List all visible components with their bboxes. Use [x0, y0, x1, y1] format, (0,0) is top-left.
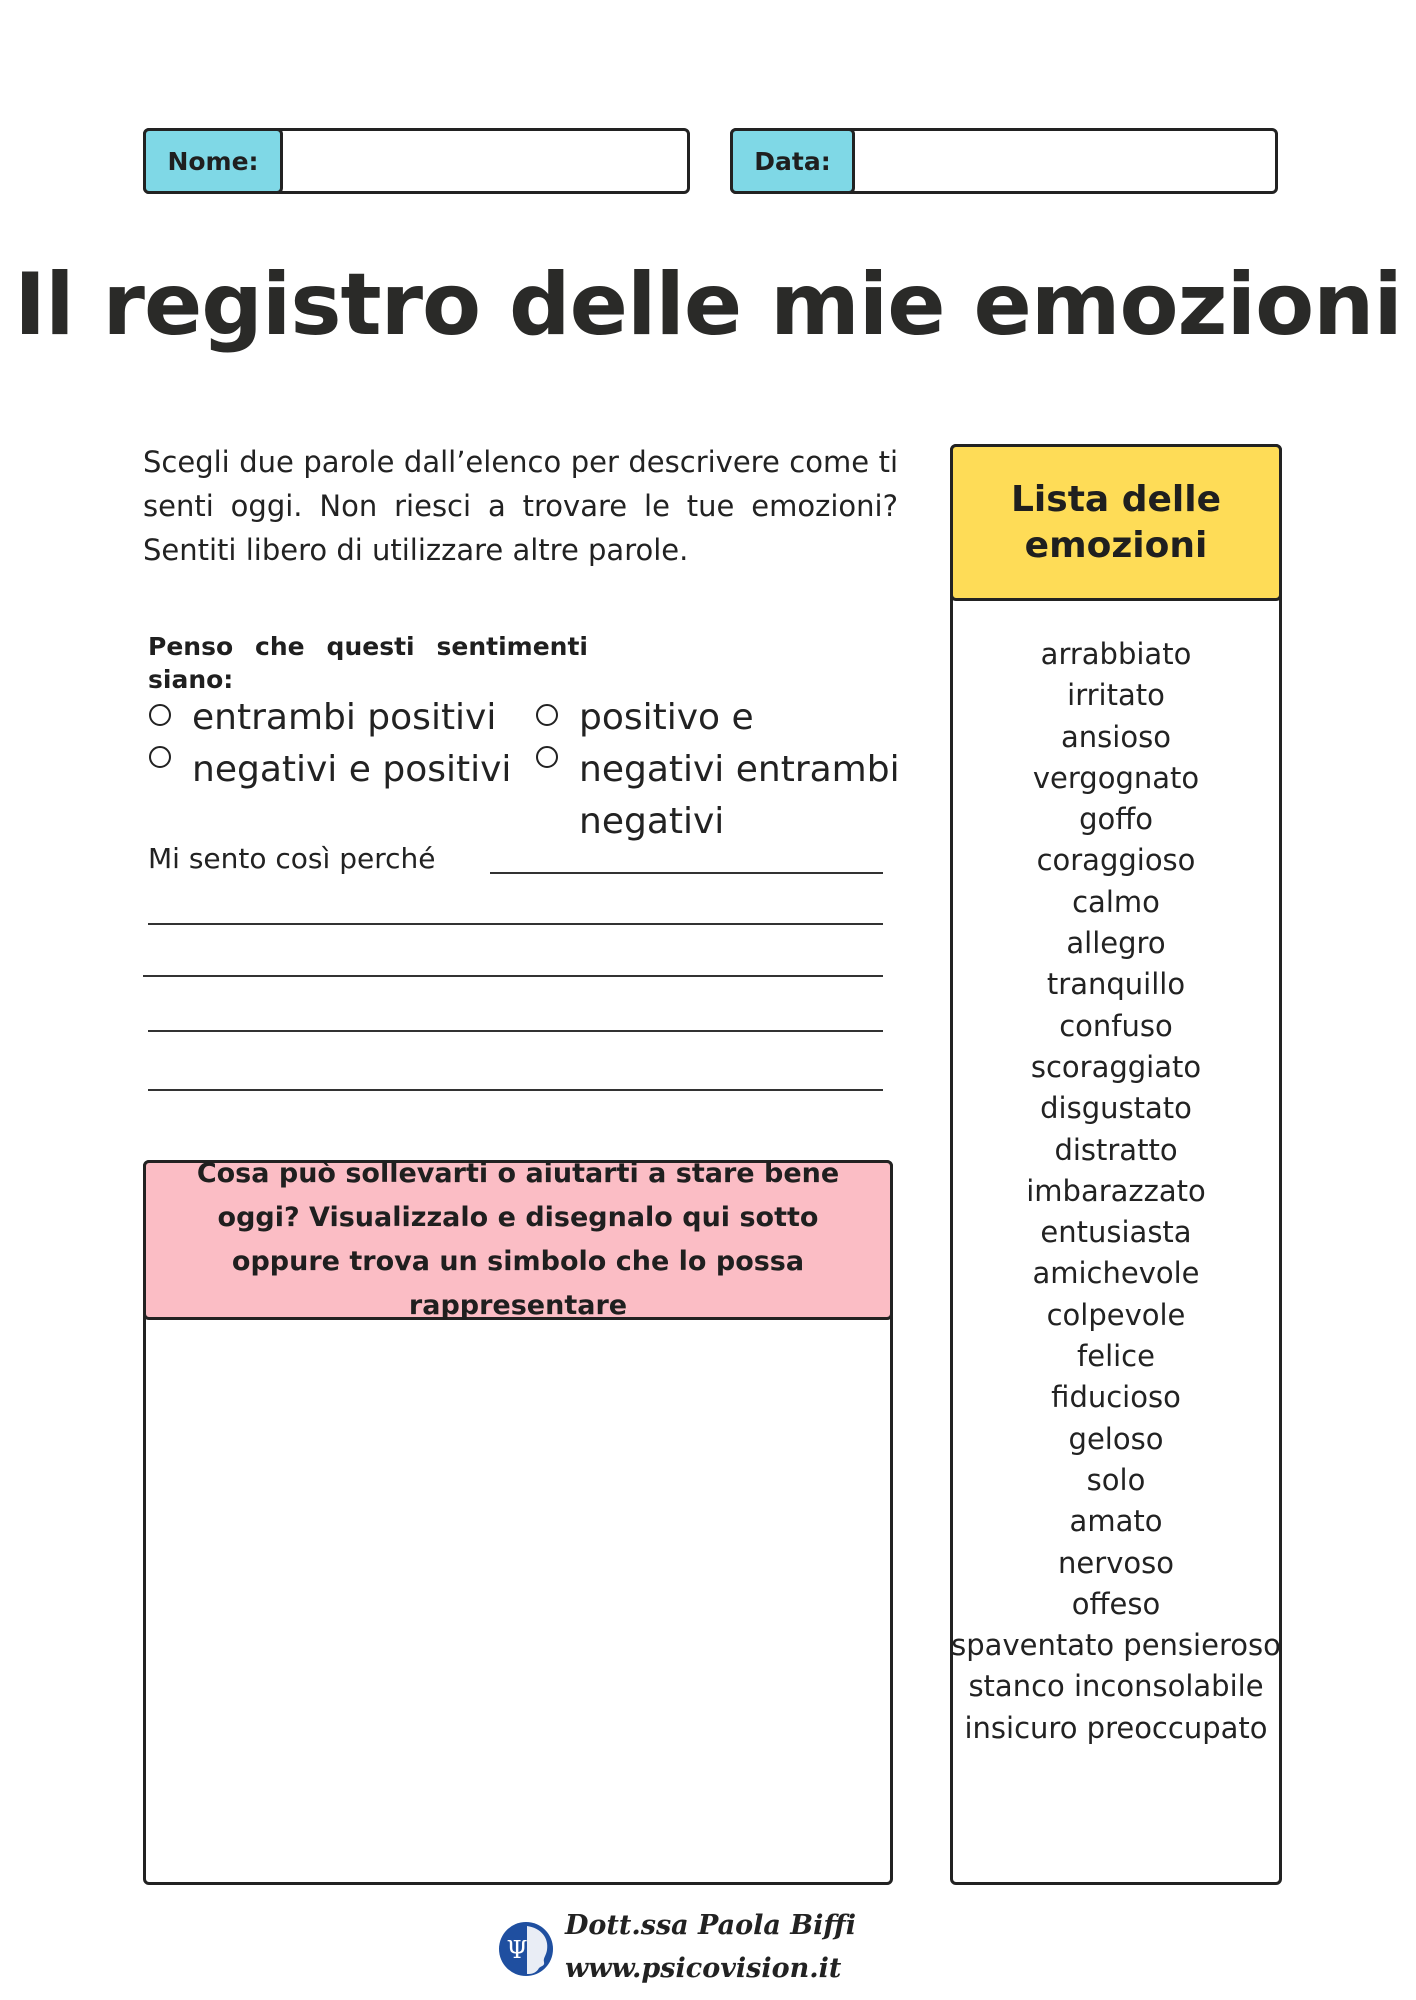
emotion-item: offeso	[1071, 1586, 1161, 1621]
emotion-item: colpevole	[1046, 1297, 1186, 1332]
emotion-item: vergognato	[1032, 760, 1200, 795]
option-label-3: positivo e	[579, 697, 754, 738]
psi-head-logo-icon	[497, 1920, 555, 1978]
feelings-prompt-cont: siano:	[148, 665, 234, 694]
emotion-item: stanco inconsolabile	[968, 1669, 1264, 1704]
page-title: Il registro delle mie emozioni	[14, 255, 1402, 355]
radio-option-1[interactable]	[149, 704, 171, 726]
footer-website[interactable]: www.psicovision.it	[565, 1953, 842, 1984]
emotion-item: distratto	[1054, 1132, 1178, 1167]
emotion-item: amichevole	[1032, 1256, 1200, 1291]
emotion-item: spaventato pensieroso	[951, 1628, 1281, 1663]
emotion-item: tranquillo	[1046, 967, 1186, 1002]
emotion-item: coraggioso	[1036, 843, 1196, 878]
emotion-item: imbarazzato	[1026, 1173, 1206, 1208]
emotion-item: felice	[1077, 1339, 1155, 1374]
emotion-item: fiducioso	[1051, 1380, 1181, 1415]
option-label-2: negativi e positivi	[192, 749, 512, 790]
radio-option-3[interactable]	[536, 704, 558, 726]
emotion-item: solo	[1086, 1462, 1146, 1497]
date-label: Data:	[730, 128, 855, 194]
radio-option-4[interactable]	[536, 746, 558, 768]
name-field[interactable]	[143, 128, 690, 194]
emotion-item: entusiasta	[1040, 1215, 1192, 1250]
footer-author: Dott.ssa Paola Biffi	[565, 1910, 856, 1941]
emotion-item: irritato	[1067, 678, 1165, 713]
feelings-prompt: Penso che questi sentimenti	[148, 632, 588, 661]
emotion-item: amato	[1069, 1504, 1163, 1539]
write-line-5[interactable]	[148, 1089, 883, 1091]
emotion-item: insicuro preoccupato	[964, 1710, 1268, 1745]
emotion-item: goffo	[1079, 802, 1153, 837]
date-field[interactable]	[730, 128, 1278, 194]
option-label-1: entrambi positivi	[192, 697, 497, 738]
svg-text:Ψ: Ψ	[506, 1936, 528, 1964]
help-question: Cosa può sollevarti o aiutarti a stare bene oggi? Visualizzalo e disegnalo qui sotto oppure trova un simbolo che lo possa rappresentare	[143, 1160, 893, 1320]
radio-option-2[interactable]	[149, 746, 171, 768]
emotion-item: confuso	[1059, 1008, 1173, 1043]
name-label: Nome:	[143, 128, 283, 194]
write-line-3[interactable]	[143, 975, 883, 977]
emotions-list-box	[950, 444, 1282, 1885]
because-label: Mi sento così perché	[148, 842, 436, 875]
intro-text: Scegli due parole dall’elenco per descrivere come ti senti oggi. Non riesci a trovare le tue emozioni? Sentiti libero di utilizzare altre parole.	[143, 445, 898, 567]
write-line-4[interactable]	[148, 1030, 883, 1032]
emotion-item: allegro	[1066, 926, 1166, 961]
drawing-box[interactable]	[143, 1160, 893, 1885]
emotion-item: scoraggiato	[1030, 1049, 1202, 1084]
write-line-1[interactable]	[490, 872, 883, 874]
list-title-line2: emozioni	[1024, 524, 1208, 566]
emotion-item: calmo	[1072, 884, 1160, 919]
emotion-item: disgustato	[1040, 1091, 1192, 1126]
option-label-4: negativi entrambi	[579, 749, 900, 790]
emotion-item: geloso	[1068, 1421, 1164, 1456]
emotions-list	[950, 634, 1282, 1749]
emotions-list-title	[950, 444, 1282, 601]
emotion-item: nervoso	[1058, 1545, 1174, 1580]
emotion-item: arrabbiato	[1040, 637, 1192, 671]
write-line-2[interactable]	[148, 923, 883, 925]
list-title-line1: Lista delle	[1010, 478, 1222, 520]
emotion-item: ansioso	[1061, 719, 1171, 754]
option-label-4-cont: negativi	[579, 801, 725, 842]
